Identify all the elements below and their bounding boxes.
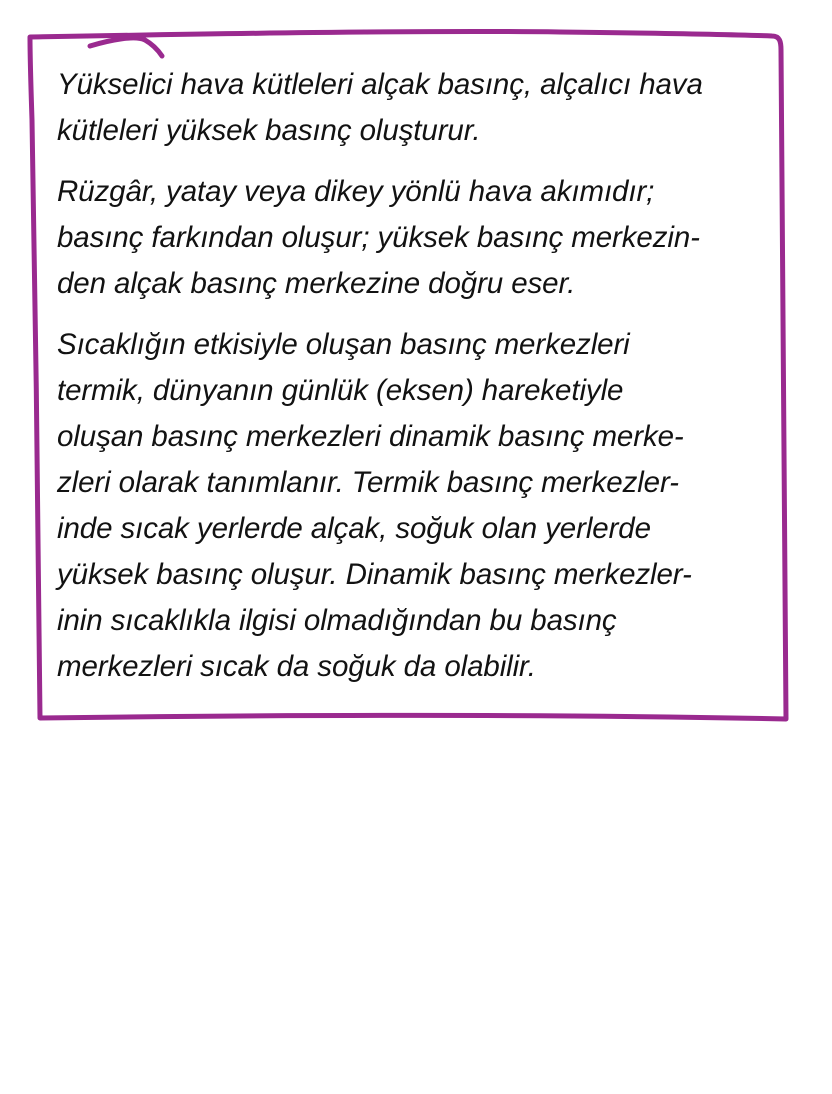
text-line: oluşan basınç merkezleri dinamik basınç merke- xyxy=(57,420,684,453)
frame-corner-flourish xyxy=(90,38,162,56)
text-line: merkezleri sıcak da soğuk da olabilir. xyxy=(57,650,536,683)
text-line: inde sıcak yerlerde alçak, soğuk olan yerlerde xyxy=(57,512,651,545)
text-content xyxy=(57,62,779,705)
text-line: yüksek basınç oluşur. Dinamik basınç merkezler- xyxy=(57,558,692,591)
text-line: zleri olarak tanımlanır. Termik basınç merkezler- xyxy=(57,466,679,499)
text-line: den alçak basınç merkezine doğru eser. xyxy=(57,267,576,300)
paragraph-3 xyxy=(57,322,779,690)
paragraph-1 xyxy=(57,62,779,154)
text-line: Rüzgâr, yatay veya dikey yönlü hava akımıdır; xyxy=(57,175,655,208)
text-line: kütleleri yüksek basınç oluşturur. xyxy=(57,114,481,147)
text-line: inin sıcaklıkla ilgisi olmadığından bu basınç xyxy=(57,604,617,637)
text-line: Yükselici hava kütleleri alçak basınç, alçalıcı hava xyxy=(57,68,703,101)
text-line: termik, dünyanın günlük (eksen) hareketiyle xyxy=(57,374,624,407)
text-line: Sıcaklığın etkisiyle oluşan basınç merkezleri xyxy=(57,328,630,361)
paragraph-2 xyxy=(57,169,779,307)
text-line: basınç farkından oluşur; yüksek basınç merkezin- xyxy=(57,221,700,254)
